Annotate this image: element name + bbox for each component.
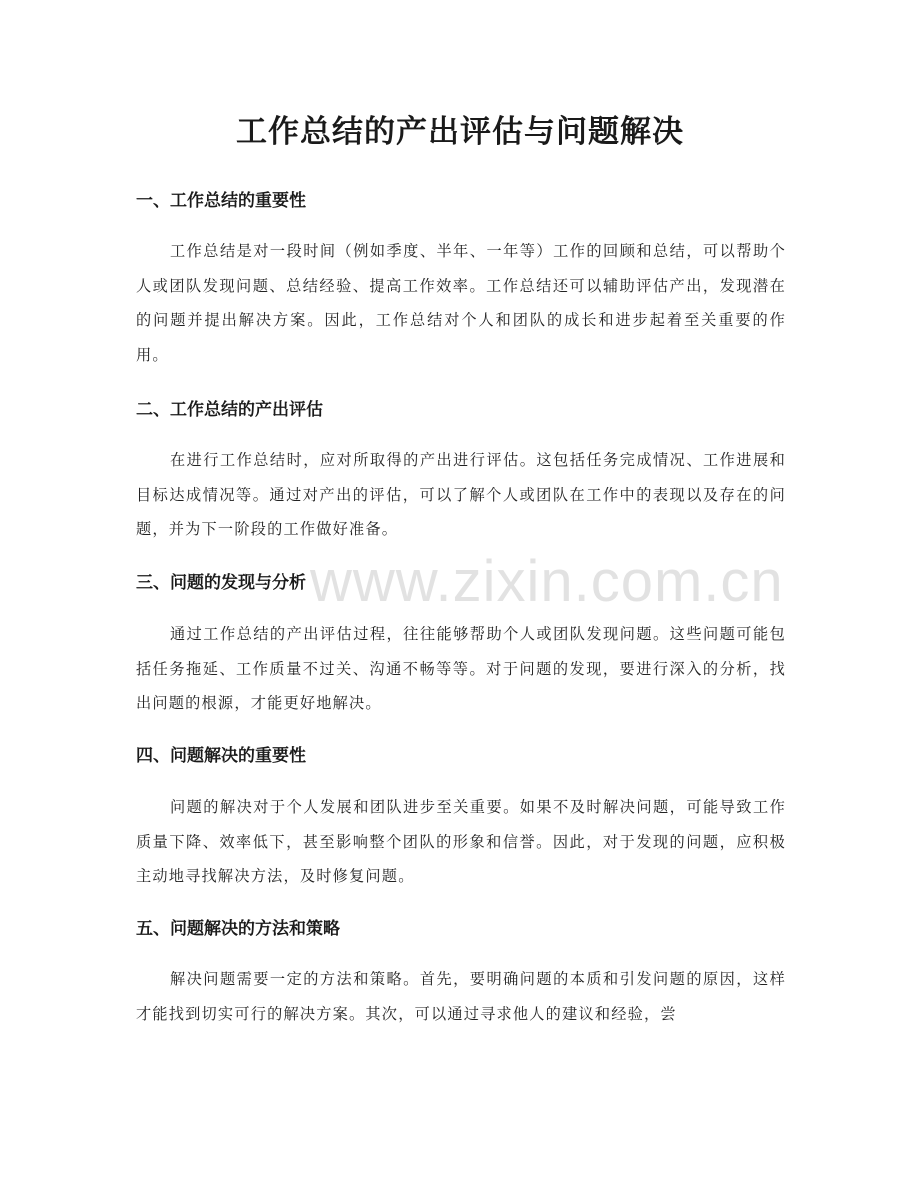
section-body-2: 在进行工作总结时，应对所取得的产出进行评估。这包括任务完成情况、工作进展和目标达成情况等。通过对产出的评估，可以了解个人或团队在工作中的表现以及存在的问题，并为下一阶段的工作做好准备。 xyxy=(136,451,786,538)
section-heading-4: 四、问题解决的重要性 xyxy=(136,746,306,766)
section-body-4: 问题的解决对于个人发展和团队进步至关重要。如果不及时解决问题，可能导致工作质量下降、效率低下，甚至影响整个团队的形象和信誉。因此，对于发现的问题，应积极主动地寻找解决方法，及时修复问题。 xyxy=(136,798,786,885)
section-heading-5: 五、问题解决的方法和策略 xyxy=(136,919,340,939)
section-heading-3: 三、问题的发现与分析 xyxy=(136,573,306,593)
document-title: 工作总结的产出评估与问题解决 xyxy=(236,114,684,150)
watermark-text: www.zixin.com.cn xyxy=(310,549,784,614)
section-body-3: 通过工作总结的产出评估过程，往往能够帮助个人或团队发现问题。这些问题可能包括任务拖延、工作质量不过关、沟通不畅等等。对于问题的发现，要进行深入的分析，找出问题的根源，才能更好地解决。 xyxy=(136,625,786,712)
section-body-5: 解决问题需要一定的方法和策略。首先，要明确问题的本质和引发问题的原因，这样才能找到切实可行的解决方案。其次，可以通过寻求他人的建议和经验，尝 xyxy=(136,970,786,1023)
section-body-1: 工作总结是对一段时间（例如季度、半年、一年等）工作的回顾和总结，可以帮助个人或团队发现问题、总结经验、提高工作效率。工作总结还可以辅助评估产出，发现潜在的问题并提出解决方案。因此，工作总结对个人和团队的成长和进步起着至关重要的作用。 xyxy=(136,242,786,364)
section-heading-1: 一、工作总结的重要性 xyxy=(136,191,306,211)
section-heading-2: 二、工作总结的产出评估 xyxy=(136,400,323,420)
